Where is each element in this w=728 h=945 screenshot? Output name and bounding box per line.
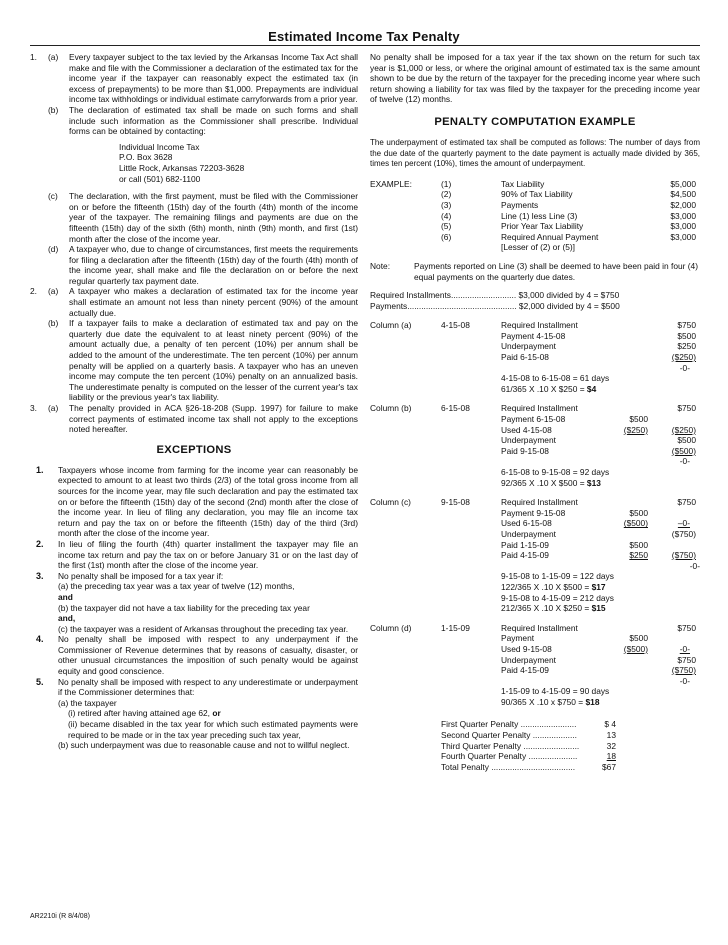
calc-line: 212/365 X .10 X $250 = $15	[501, 603, 606, 614]
section-text: The declaration of estimated tax shall be made on such forms and shall include such information as the Commissioner shall prescribe. Individual forms can be obtained by contacting:	[69, 104, 358, 137]
condition-b: (b) such underpayment was due to reasonable cause and not to willful neglect.	[58, 740, 350, 751]
section-3a	[30, 403, 358, 435]
form-id-footer: AR2210i (R 8/4/08)	[30, 913, 90, 920]
column-d-block: Column (d) 1-15-09 Required Installment $750 Payment $500 Used 9-15-08 ($500) -0- Underpayment $750 Paid 4-15-09 ($750) -0- 1-15-09 to 4-15-09 = 90 days 90/365 X .10 x $750 = $18	[370, 623, 700, 708]
example-table	[370, 179, 700, 253]
note-text: Payments reported on Line (3) shall be deemed to have been paid in four (4) equal payments on the quarterly due dates.	[414, 260, 698, 282]
penalty-totals	[370, 719, 700, 772]
computation-heading: PENALTY COMPUTATION EXAMPLE	[434, 115, 636, 128]
column-date: 6-15-08	[441, 403, 470, 414]
condition-b: (b) the taxpayer did not have a tax liability for the preceding tax year	[58, 602, 310, 613]
underpayment-paragraph: The underpayment of estimated tax shall be computed as follows: The number of days from the due date of the quarterly payment to the date payment is actually made divided by 365, times ten percent (10%), times the amount of underpayment.	[370, 137, 700, 169]
right-column	[370, 52, 700, 772]
column-a-block: Column (a) 4-15-08 Required Installment $750 Payment 4-15-08 $500 Underpayment $250 Paid 6-15-08 ($250) -0- 4-15-08 to 6-15-08 = 61 days 61/365 X .10 X $250 = $4	[370, 320, 700, 394]
exception-number: 1.	[36, 464, 44, 475]
section-1d	[30, 244, 358, 286]
address-line: P.O. Box 3628	[119, 152, 173, 163]
example-row: (6) Required Annual Payment $3,000	[441, 231, 696, 242]
exception-1	[36, 465, 358, 539]
exception-text: In lieu of filing the fourth (4th) quarter installment the taxpayer may file an income tax return and pay the tax on or before January 31 or on the last day of the first (1st) month after the close of the income year.	[58, 538, 358, 571]
condition-a: (a) the preceding tax year was a tax year of twelve (12) months,	[58, 581, 295, 592]
exception-number: 5.	[36, 676, 44, 687]
total-row: Third Quarter Penalty ........................ 32	[441, 740, 616, 751]
section-1b	[30, 105, 358, 137]
intro-paragraph: No penalty shall be imposed for a tax year if the tax shown on the return for such tax year is $1,000 or less, or where the original amount of estimated tax is the same amount shown to be due by the return of the taxpayer for the preceding income year where such return showing a liability for tax was filed by the taxpayer for the preceding income year of twelve (12) months.	[370, 52, 700, 105]
sub-label: (d)	[48, 244, 59, 255]
example-row: (2) 90% of Tax Liability $4,500	[441, 189, 696, 200]
exception-text: No penalty shall be imposed with respect to any underpayment if the Commissioner of Revenue determines that by reasons of casualty, disaster, or other unusual circumstances the imposition of such penalty would be against equity and good conscience.	[58, 634, 358, 677]
section-2a	[30, 286, 358, 318]
column-label: Column (c)	[370, 497, 411, 508]
note-label: Note:	[370, 260, 391, 271]
exception-text: Taxpayers whose income from farming for the income year can reasonably be expected to amount to at least two thirds (2/3) of the total gross income from all sources for the income year, may file such declaration and pay the estimated tax on or before the fifteenth (15th) day of the second (2nd) month after the close of the income year. In lieu of filing any declaration, you may file an income tax return and pay the tax on or before the fifteenth (15th) day of the third (3rd) month after the close of the income year.	[58, 464, 358, 539]
calc-line: 92/365 X .10 X $500 = $13	[501, 477, 601, 488]
exception-2	[36, 539, 358, 571]
example-row: EXAMPLE: (1) Tax Liability $5,000	[370, 178, 696, 189]
section-text: Every taxpayer subject to the tax levied by the Arkansas Income Tax Act shall make and file with the Commissioner a declaration of the estimated tax for the income year if the taxpayer can reasonably expect the estimated tax (in excess of prepayments) to be more than $1,000. Prepayments are individual income tax withholdings or individual estimate carryforwards from a prior year.	[69, 52, 358, 105]
total-row: Fourth Quarter Penalty ..................... 18	[441, 751, 616, 762]
section-number: 1.	[30, 52, 37, 62]
address-line: Little Rock, Arkansas 72203-3628	[119, 162, 245, 173]
example-row: (5) Prior Year Tax Liability $3,000	[441, 221, 696, 232]
sub-label: (a)	[48, 403, 59, 413]
calc-line: 1-15-09 to 4-15-09 = 90 days	[501, 686, 610, 697]
contact-address	[30, 142, 358, 184]
condition-c: (c) the taxpayer was a resident of Arkansas throughout the preceding tax year.	[58, 623, 349, 634]
calc-line: 4-15-08 to 6-15-08 = 61 days	[501, 373, 610, 384]
sub-label: (a)	[48, 52, 59, 62]
example-row: (3) Payments $2,000	[441, 199, 696, 210]
exception-text: No penalty shall be imposed for a tax year if:	[58, 570, 224, 581]
calc-line: 9-15-08 to 1-15-09 = 122 days	[501, 571, 614, 582]
total-row: Second Quarter Penalty ................... 13	[441, 730, 616, 741]
section-text: The penalty provided in ACA §26-18-208 (Supp. 1997) for failure to make correct payments of estimated income tax shall not apply to the exceptions noted hereafter.	[69, 403, 358, 435]
section-text: A taxpayer who, due to change of circumstances, first meets the requirements for filing a declaration after the fifteenth (15th) day of the fourth (4th) month of the income year, shall make and file the declaration on or before the next regular quarterly tax payment date.	[69, 244, 358, 286]
exception-3	[36, 571, 358, 635]
calc-line: 61/365 X .10 X $250 = $4	[501, 383, 597, 394]
exception-number: 2.	[36, 538, 44, 549]
exception-number: 3.	[36, 570, 44, 581]
note	[370, 261, 700, 282]
exception-4	[36, 634, 358, 676]
example-row: (4) Line (1) less Line (3) $3,000	[441, 210, 696, 221]
exception-5	[36, 677, 358, 751]
condition-i: (i) retired after having attained age 62, or	[68, 708, 221, 719]
column-date: 1-15-09	[441, 622, 470, 633]
section-text: The declaration, with the first payment, must be filed with the Commissioner on or before the fifteenth (15th) day of the fourth (4th) month of the income year of the taxpayer. The remaining filings and payments are due on the fifteenth (15th) day of the sixth (6th) month, ninth (9th) month, and first (1st) month after the close of the income year.	[69, 191, 358, 244]
sub-label: (b)	[48, 318, 59, 329]
section-1c	[30, 191, 358, 244]
phone-line: or call (501) 682-1100	[119, 173, 201, 184]
column-date: 9-15-08	[441, 497, 470, 508]
calc-line: 6-15-08 to 9-15-08 = 92 days	[501, 467, 610, 477]
section-1a	[30, 52, 358, 105]
column-label: Column (a)	[370, 320, 412, 331]
page-title: Estimated Income Tax Penalty	[268, 29, 460, 44]
example-label: EXAMPLE:	[370, 178, 412, 189]
section-2b	[30, 318, 358, 403]
total-row: First Quarter Penalty ........................ $ 4	[441, 719, 616, 730]
required-installments: Required Installments............................ $3,000 divided by 4 = $750	[370, 290, 620, 301]
section-text: If a taxpayer fails to make a declaration of estimated tax and pay on the quarterly due date the equivalent to at least ninety percent (90%) of the amount actually due, a penalty of ten percent (10%) per annum shall be added to the amount of the underestimate. The ten percent (10%) per annum penalty will be applied on a quarterly basis. A taxpayer who has an uneven income may compute the ten percent (10%) penalty on an annualized basis. The underestimate penalty is computed on the lesser of the current year's tax liability or the previous year's tax liability.	[69, 318, 358, 403]
or-conjunction: or	[212, 708, 221, 719]
payments-line: Payments............................................... $2,000 divided by 4 = $500	[370, 300, 620, 311]
exceptions-heading: EXCEPTIONS	[156, 443, 232, 456]
calc-line: 122/365 X .10 X $500 = $17	[501, 581, 606, 592]
column-label: Column (b)	[370, 403, 412, 414]
section-text: A taxpayer who makes a declaration of estimated tax for the income year shall estimate an amount not less than ninety percent (90%) of the amount actually due.	[69, 286, 358, 318]
example-row: [Lesser of (2) or (5)]	[501, 242, 576, 253]
section-number: 2.	[30, 286, 37, 297]
address-line: Individual Income Tax	[119, 141, 200, 152]
title-rule	[30, 45, 700, 46]
condition-ii: (ii) became disabled in the tax year for which such estimated payments were required to be made or in the tax year preceding such tax year,	[68, 719, 358, 740]
section-number: 3.	[30, 403, 37, 413]
calc-line: 90/365 X .10 x $750 = $18	[501, 696, 600, 707]
column-c-block: Column (c) 9-15-08 Required Installment $750 Payment 9-15-08 $500 Used 6-15-08 ($500) –0- Underpayment ($750) Paid 1-15-09 $500 Paid 4-15-09 $250 ($750) -0- 9-15-08 to 1-15-09 = 122 days 122/365 X .10 X $500 = $17 9-15-08 to 4-15-09 = 212 days 212/365 X .10 X $250 = $15	[370, 497, 700, 614]
and-conjunction: and,	[58, 613, 76, 624]
total-row: Total Penalty .................................... $67	[441, 761, 616, 772]
and-conjunction: and	[58, 591, 73, 602]
condition-a: (a) the taxpayer	[58, 697, 117, 708]
sub-label: (c)	[48, 191, 58, 202]
left-column	[30, 52, 358, 751]
sub-label: (b)	[48, 104, 59, 115]
column-date: 4-15-08	[441, 320, 470, 331]
column-b-block: Column (b) 6-15-08 Required Installment $750 Payment 6-15-08 $500 Used 4-15-08 ($250) ($250) Underpayment $500 Paid 9-15-08 ($500) -0- 6-15-08 to 9-15-08 = 92 days 92/365 X .10 X $500 = $13	[370, 403, 700, 488]
calc-line: 9-15-08 to 4-15-09 = 212 days	[501, 592, 614, 603]
exception-text: No penalty shall be imposed with respect to any underestimate or underpayment if the Commissioner determines that:	[58, 676, 358, 698]
exception-number: 4.	[36, 634, 44, 645]
sub-label: (a)	[48, 286, 59, 297]
column-label: Column (d)	[370, 622, 412, 633]
